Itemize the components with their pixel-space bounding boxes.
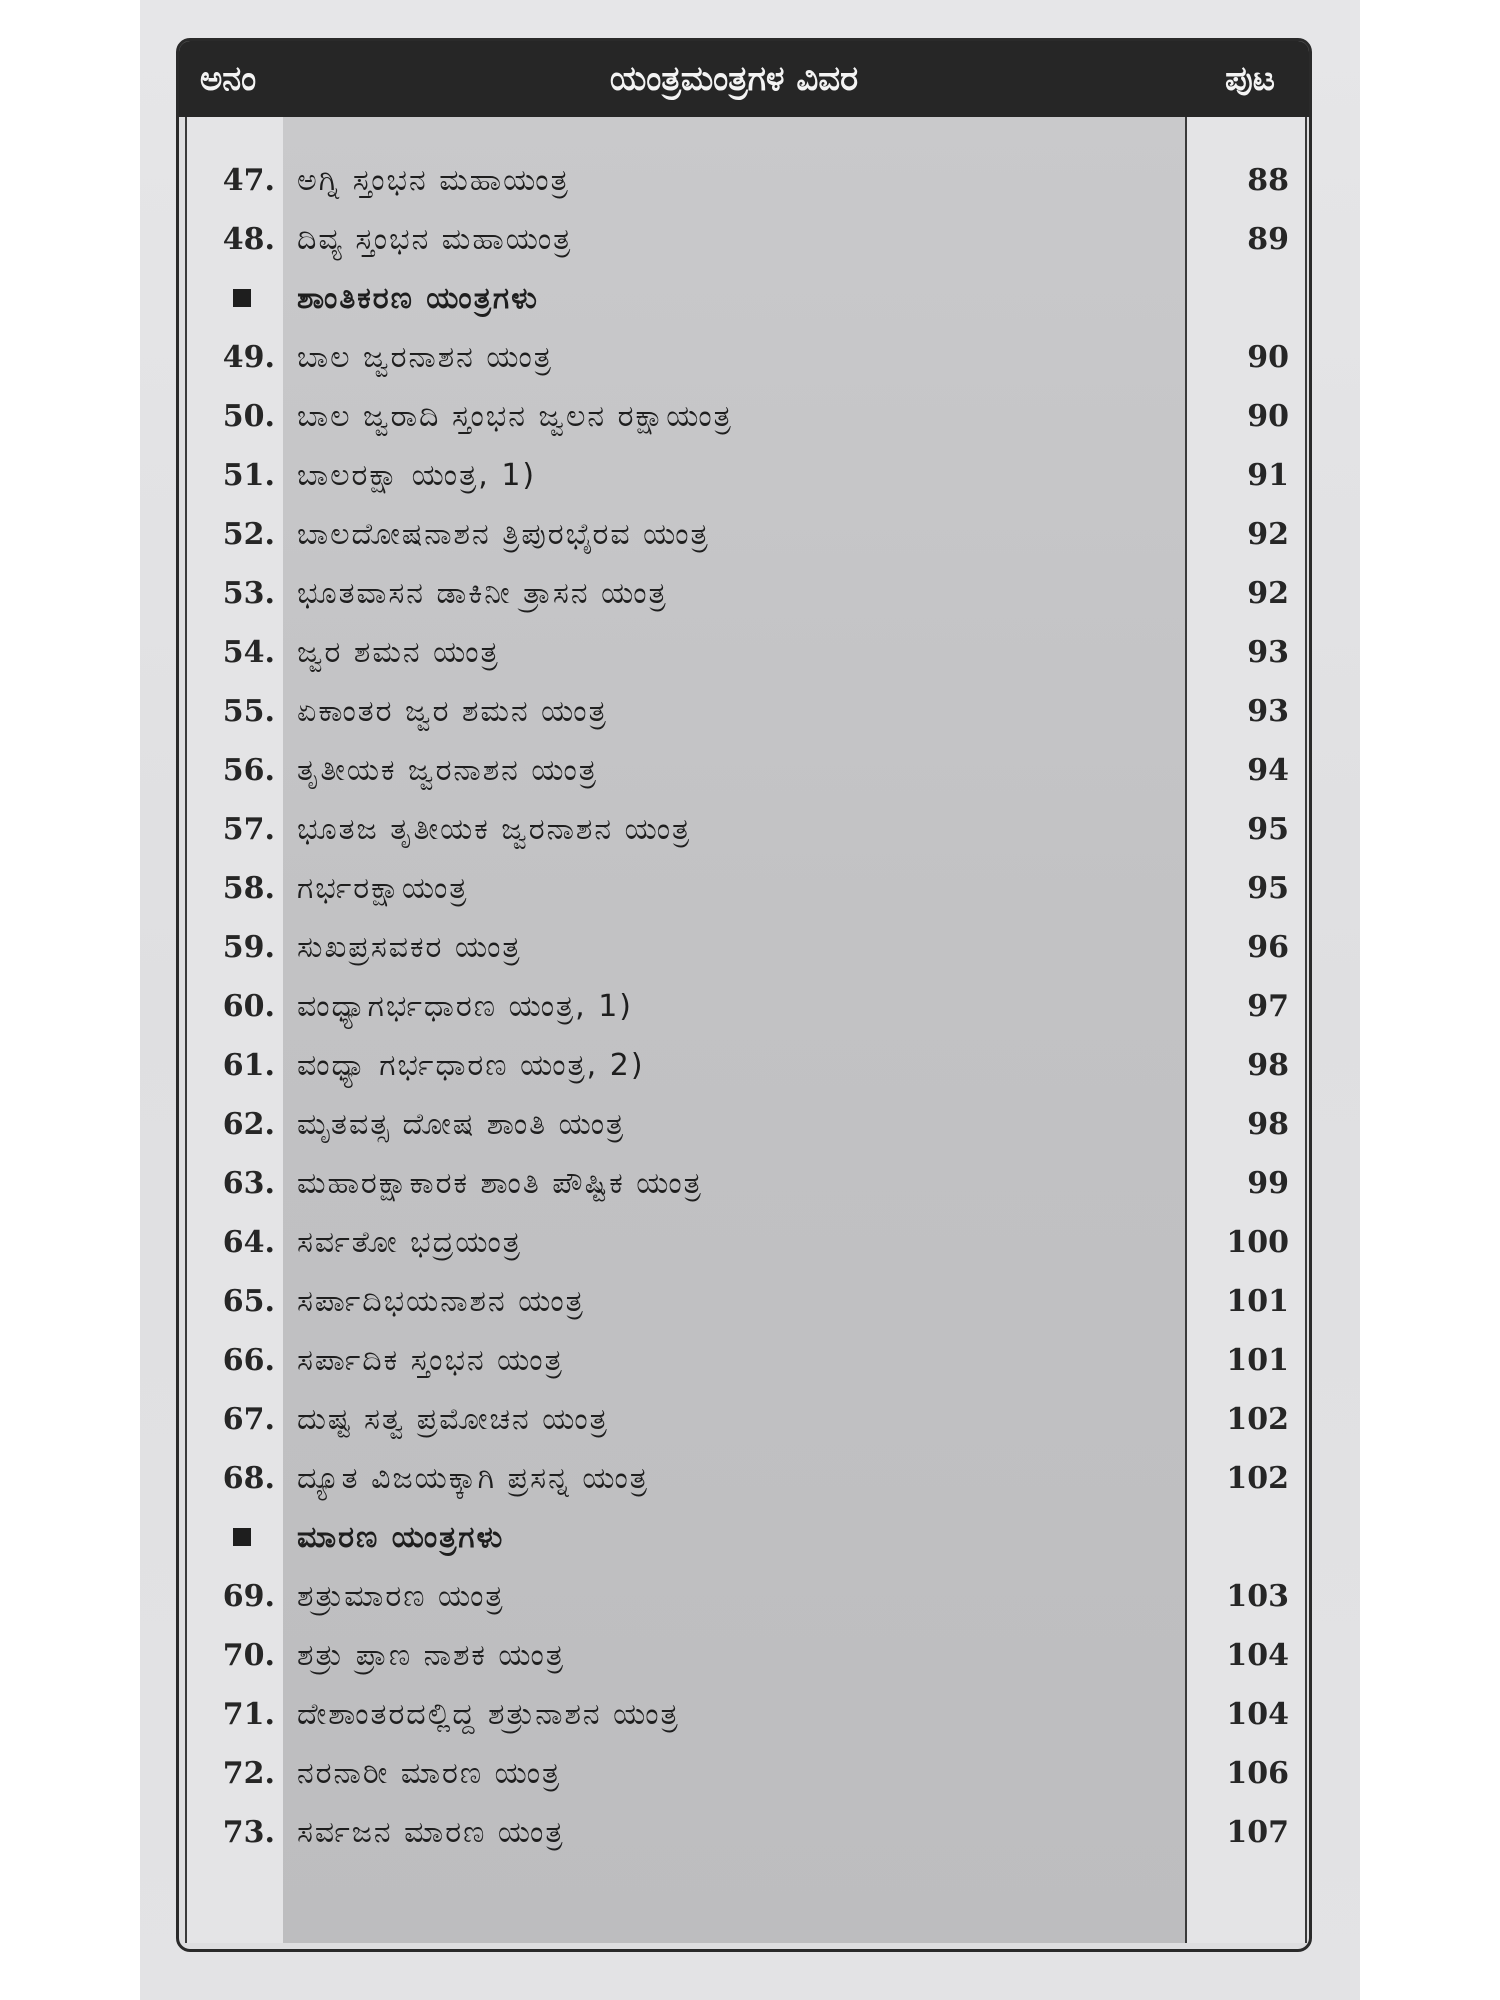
table-row	[179, 328, 1309, 387]
entry-page-number: 92	[1247, 517, 1289, 552]
entry-page-number: 95	[1247, 812, 1289, 847]
entry-number: 64.	[222, 1225, 275, 1260]
table-row	[179, 859, 1309, 918]
entry-number: 65.	[222, 1284, 275, 1319]
entry-page-number: 101	[1226, 1284, 1289, 1319]
entry-number: 66.	[222, 1343, 275, 1378]
entry-number: 72.	[222, 1756, 275, 1791]
table-row	[179, 1449, 1309, 1508]
entry-page-number: 95	[1247, 871, 1289, 906]
entry-page-number: 104	[1226, 1697, 1289, 1732]
entry-title: ಶತ್ರು ಪ್ರಾಣ ನಾಶಕ ಯಂತ್ರ	[297, 1638, 566, 1673]
entry-number: 48.	[222, 222, 275, 257]
entry-number: 52.	[222, 517, 275, 552]
entry-number: 63.	[222, 1166, 275, 1201]
table-row	[179, 1803, 1309, 1862]
entry-page-number: 92	[1247, 576, 1289, 611]
square-bullet-icon	[233, 289, 251, 307]
table-row	[179, 800, 1309, 859]
header-page-label: ಪುಟ	[1225, 59, 1275, 99]
entry-number: 53.	[222, 576, 275, 611]
table-row	[179, 505, 1309, 564]
entry-title: ಜ್ವರ ಶಮನ ಯಂತ್ರ	[297, 635, 500, 670]
entry-title: ದುಷ್ಟ ಸತ್ವ ಪ್ರಮೋಚನ ಯಂತ್ರ	[297, 1402, 609, 1437]
entry-number: 55.	[222, 694, 275, 729]
entry-page-number: 94	[1247, 753, 1289, 788]
entry-page-number: 90	[1247, 399, 1289, 434]
entry-title: ವಂಧ್ಯಾಗರ್ಭಧಾರಣ ಯಂತ್ರ, 1)	[297, 989, 634, 1024]
table-header	[179, 41, 1309, 117]
entry-page-number: 88	[1247, 163, 1289, 198]
section-heading-row	[179, 1508, 1309, 1567]
table-row	[179, 1213, 1309, 1272]
entry-title: ದ್ಯೂತ ವಿಜಯಕ್ಕಾಗಿ ಪ್ರಸನ್ನ ಯಂತ್ರ	[297, 1461, 649, 1496]
entry-title: ಸರ್ಪಾದಿಕ ಸ್ತಂಭನ ಯಂತ್ರ	[297, 1343, 564, 1378]
table-row	[179, 1390, 1309, 1449]
entry-page-number: 97	[1247, 989, 1289, 1024]
entry-number: 51.	[222, 458, 275, 493]
table-row	[179, 1567, 1309, 1626]
table-row	[179, 1744, 1309, 1803]
entry-number: 59.	[222, 930, 275, 965]
entry-title: ಮೃತವತ್ಸ ದೋಷ ಶಾಂತಿ ಯಂತ್ರ	[297, 1107, 626, 1142]
entry-title: ಏಕಾಂತರ ಜ್ವರ ಶಮನ ಯಂತ್ರ	[297, 694, 608, 729]
table-row	[179, 623, 1309, 682]
entry-title: ಸರ್ವಜನ ಮಾರಣ ಯಂತ್ರ	[297, 1815, 565, 1850]
entry-number: 73.	[222, 1815, 275, 1850]
entry-title: ವಂಧ್ಯಾ ಗರ್ಭಧಾರಣ ಯಂತ್ರ, 2)	[297, 1048, 645, 1083]
entry-title: ಮಹಾರಕ್ಷಾಕಾರಕ ಶಾಂತಿ ಪೌಷ್ಟಿಕ ಯಂತ್ರ	[297, 1166, 703, 1201]
entry-page-number: 98	[1247, 1107, 1289, 1142]
entry-number: 49.	[222, 340, 275, 375]
entry-number: 58.	[222, 871, 275, 906]
square-bullet-icon	[233, 1528, 251, 1546]
entry-page-number: 98	[1247, 1048, 1289, 1083]
entry-page-number: 104	[1226, 1638, 1289, 1673]
entry-title: ಬಾಲ ಜ್ವರನಾಶನ ಯಂತ್ರ	[297, 340, 553, 375]
entry-number: 47.	[222, 163, 275, 198]
table-row	[179, 564, 1309, 623]
table-row	[179, 741, 1309, 800]
table-row	[179, 1036, 1309, 1095]
entry-title: ತೃತೀಯಕ ಜ್ವರನಾಶನ ಯಂತ್ರ	[297, 753, 598, 788]
table-row	[179, 977, 1309, 1036]
entry-number: 71.	[222, 1697, 275, 1732]
section-title: ಶಾಂತಿಕರಣ ಯಂತ್ರಗಳು	[297, 281, 539, 316]
header-number-label: ಅನಂ	[199, 59, 257, 99]
entry-title: ಅಗ್ನಿ ಸ್ತಂಭನ ಮಹಾಯಂತ್ರ	[297, 163, 570, 198]
entry-page-number: 101	[1226, 1343, 1289, 1378]
entry-title: ದೇಶಾಂತರದಲ್ಲಿದ್ದ ಶತ್ರುನಾಶನ ಯಂತ್ರ	[297, 1697, 680, 1732]
section-title: ಮಾರಣ ಯಂತ್ರಗಳು	[297, 1520, 505, 1555]
table-row	[179, 682, 1309, 741]
table-row	[179, 151, 1309, 210]
entry-page-number: 100	[1226, 1225, 1289, 1260]
entry-title: ಬಾಲ ಜ್ವರಾದಿ ಸ್ತಂಭನ ಜ್ವಲನ ರಕ್ಷಾಯಂತ್ರ	[297, 399, 733, 434]
entry-title: ಶತ್ರುಮಾರಣ ಯಂತ್ರ	[297, 1579, 505, 1614]
table-row	[179, 446, 1309, 505]
entry-title: ಬಾಲದೋಷನಾಶನ ತ್ರಿಪುರಭೈರವ ಯಂತ್ರ	[297, 517, 710, 552]
entry-page-number: 93	[1247, 635, 1289, 670]
entry-number: 56.	[222, 753, 275, 788]
table-row	[179, 1685, 1309, 1744]
entry-number: 50.	[222, 399, 275, 434]
entry-page-number: 106	[1226, 1756, 1289, 1791]
entry-page-number: 96	[1247, 930, 1289, 965]
entry-number: 62.	[222, 1107, 275, 1142]
table-row	[179, 918, 1309, 977]
section-heading-row	[179, 269, 1309, 328]
entry-page-number: 91	[1247, 458, 1289, 493]
entry-page-number: 89	[1247, 222, 1289, 257]
entry-number: 61.	[222, 1048, 275, 1083]
entry-page-number: 102	[1226, 1402, 1289, 1437]
entry-title: ಸರ್ಪಾದಿಭಯನಾಶನ ಯಂತ್ರ	[297, 1284, 585, 1319]
entry-page-number: 99	[1247, 1166, 1289, 1201]
header-title-label: ಯಂತ್ರಮಂತ್ರಗಳ ವಿವರ	[609, 59, 859, 99]
table-row	[179, 210, 1309, 269]
entry-number: 68.	[222, 1461, 275, 1496]
entry-title: ಭೂತವಾಸನ ಡಾಕಿನೀ ತ್ರಾಸನ ಯಂತ್ರ	[297, 576, 668, 611]
entry-page-number: 102	[1226, 1461, 1289, 1496]
entry-number: 67.	[222, 1402, 275, 1437]
entry-page-number: 103	[1226, 1579, 1289, 1614]
table-row	[179, 1154, 1309, 1213]
entry-page-number: 107	[1226, 1815, 1289, 1850]
entry-title: ಸರ್ವತೋ ಭದ್ರಯಂತ್ರ	[297, 1225, 522, 1260]
entry-number: 70.	[222, 1638, 275, 1673]
table-row	[179, 1272, 1309, 1331]
entry-number: 57.	[222, 812, 275, 847]
table-row	[179, 1095, 1309, 1154]
entry-title: ನರನಾರೀ ಮಾರಣ ಯಂತ್ರ	[297, 1756, 562, 1791]
entry-title: ಸುಖಪ್ರಸವಕರ ಯಂತ್ರ	[297, 930, 522, 965]
entry-page-number: 93	[1247, 694, 1289, 729]
entry-number: 60.	[222, 989, 275, 1024]
entry-title: ಬಾಲರಕ್ಷಾ ಯಂತ್ರ, 1)	[297, 458, 537, 493]
entry-title: ಗರ್ಭರಕ್ಷಾಯಂತ್ರ	[297, 871, 469, 906]
table-row	[179, 1331, 1309, 1390]
entry-title: ದಿವ್ಯ ಸ್ತಂಭನ ಮಹಾಯಂತ್ರ	[297, 222, 573, 257]
entry-number: 54.	[222, 635, 275, 670]
entry-number: 69.	[222, 1579, 275, 1614]
entry-title: ಭೂತಜ ತೃತೀಯಕ ಜ್ವರನಾಶನ ಯಂತ್ರ	[297, 812, 692, 847]
table-row	[179, 387, 1309, 446]
table-row	[179, 1626, 1309, 1685]
contents-table	[176, 38, 1312, 1952]
entry-page-number: 90	[1247, 340, 1289, 375]
